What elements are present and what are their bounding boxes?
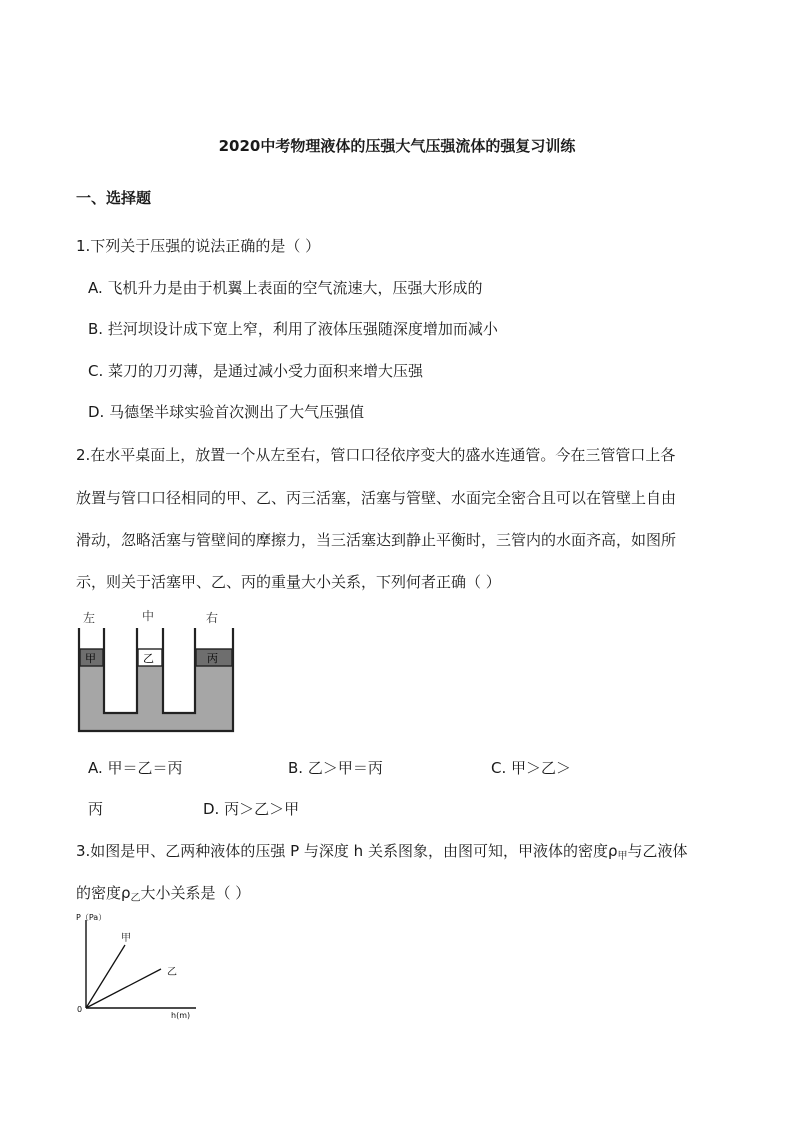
piston-yi-label: 乙 (143, 652, 154, 665)
connected-tubes-figure (76, 606, 236, 734)
inner-wall-left (104, 628, 137, 713)
q3-stem-line-1: 3.如图是甲、乙两种液体的压强 P 与深度 h 关系图象，由图可知，甲液体的密度$\rho_甲$与乙液体 (76, 842, 688, 862)
q2-option-a[interactable]: A. 甲＝乙＝丙 (88, 759, 183, 777)
q2-stem-line-2: 放置与管口口径相同的甲、乙、丙三活塞，活塞与管壁、水面完全密合且可以在管壁上自由 (76, 489, 677, 507)
q2-stem-line-4: 示，则关于活塞甲、乙、丙的重量大小关系，下列何者正确（ ） (76, 573, 501, 591)
section-heading: 一、选择题 (76, 189, 152, 207)
piston-jia-label: 甲 (85, 652, 96, 665)
q2-option-c-continued: 丙 (88, 800, 104, 818)
series-jia-label: 甲 (121, 933, 131, 944)
q1-option-d[interactable]: D. 马德堡半球实验首次测出了大气压强值 (88, 403, 365, 421)
q2-option-b[interactable]: B. 乙＞甲＝丙 (288, 759, 383, 777)
q2-option-c[interactable]: C. 甲＞乙＞ (491, 759, 572, 777)
pressure-depth-graph (76, 910, 206, 1020)
q1-option-c[interactable]: C. 菜刀的刀刃薄，是通过减小受力面积来增大压强 (88, 362, 424, 380)
q2-option-d[interactable]: D. 丙＞乙＞甲 (203, 800, 300, 818)
x-axis-label: h(m) (171, 1011, 191, 1020)
q2-stem-line-3: 滑动，忽略活塞与管壁间的摩擦力，当三活塞达到静止平衡时，三管内的水面齐高，如图所 (76, 531, 677, 549)
series-yi-label: 乙 (167, 967, 177, 978)
q2-stem-line-1: 2.在水平桌面上，放置一个从左至右，管口口径依序变大的盛水连通管。今在三管管口上各 (76, 446, 676, 464)
q1-stem: 1.下列关于压强的说法正确的是（ ） (76, 237, 321, 255)
label-mid: 中 (142, 609, 155, 623)
label-left: 左 (83, 611, 96, 625)
inner-wall-right (163, 628, 195, 713)
line-yi (86, 969, 161, 1008)
piston-bing-label: 丙 (207, 652, 218, 665)
page-title: 2020中考物理液体的压强大气压强流体的强复习训练 (218, 137, 576, 155)
label-right: 右 (206, 611, 219, 625)
y-axis-label: P（Pa） (76, 913, 107, 922)
q1-option-b[interactable]: B. 拦河坝设计成下宽上窄，利用了液体压强随深度增加而减小 (88, 320, 498, 338)
q3-stem-line-2: 的密度$\rho_乙$大小关系是（ ） (76, 884, 251, 904)
origin-label: 0 (77, 1005, 83, 1014)
q1-option-a[interactable]: A. 飞机升力是由于机翼上表面的空气流速大，压强大形成的 (88, 279, 483, 297)
